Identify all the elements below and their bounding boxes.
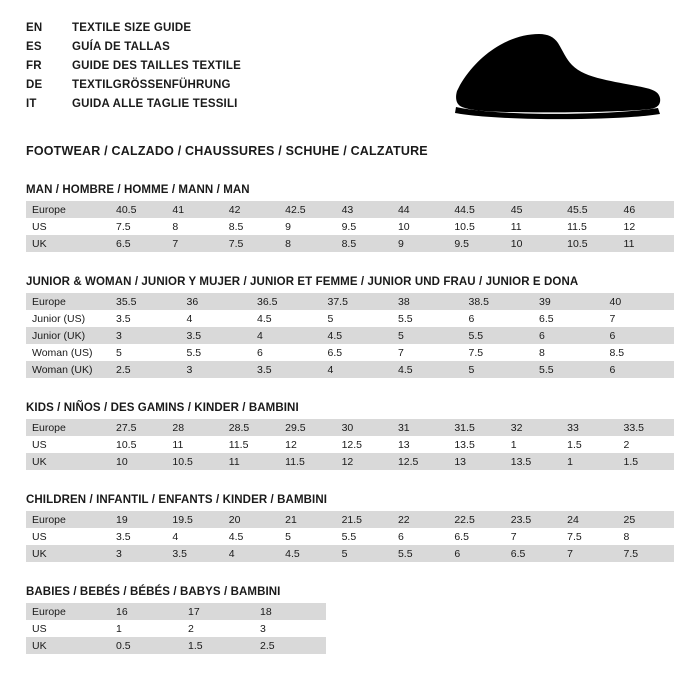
size-table bbox=[26, 511, 674, 562]
size-cell: 5 bbox=[463, 361, 534, 378]
size-cell: 7.5 bbox=[116, 220, 131, 233]
size-cell: 11.5 bbox=[567, 220, 587, 233]
size-cell: 12 bbox=[623, 220, 636, 233]
size-cell: 11.5 bbox=[228, 438, 249, 451]
size-cell: 4.5 bbox=[279, 545, 335, 562]
row-label: US bbox=[32, 220, 47, 233]
size-cell: 8.5 bbox=[228, 220, 244, 233]
table-row bbox=[26, 453, 674, 470]
size-cell: 7.5 bbox=[567, 530, 582, 543]
size-cell: 10 bbox=[505, 235, 561, 252]
size-cell: 11 bbox=[172, 438, 184, 451]
size-cell: 6.5 bbox=[327, 346, 343, 359]
language-code: EN bbox=[26, 22, 43, 34]
size-cell: 31 bbox=[392, 419, 448, 436]
size-cell: 3 bbox=[110, 327, 181, 344]
table-row bbox=[26, 637, 326, 654]
size-cell: 5 bbox=[116, 346, 122, 359]
table-row bbox=[26, 310, 674, 327]
size-cell: 20 bbox=[223, 511, 279, 528]
size-cell: 13.5 bbox=[454, 438, 475, 451]
block-title: BABIES / BEBÉS / BÉBÉS / BABYS / BAMBINI bbox=[26, 586, 281, 598]
block-title: KIDS / NIÑOS / DES GAMINS / KINDER / BAMBINI bbox=[26, 402, 299, 414]
size-cell: 9.5 bbox=[341, 220, 357, 233]
size-cell: 8 bbox=[172, 220, 179, 233]
size-cell: 1 bbox=[561, 453, 617, 470]
size-cell: 13 bbox=[397, 438, 410, 451]
size-cell: 5 bbox=[392, 327, 463, 344]
size-cell: 12.5 bbox=[341, 438, 362, 451]
size-block-babies bbox=[26, 586, 674, 654]
size-cell: 11 bbox=[510, 220, 522, 233]
size-cell: 3 bbox=[260, 622, 266, 635]
size-cell: 35.5 bbox=[110, 293, 181, 310]
size-cell: 44.5 bbox=[448, 201, 504, 218]
size-cell: 6 bbox=[533, 327, 604, 344]
size-cell: 9 bbox=[392, 235, 448, 252]
size-cell: 11 bbox=[618, 235, 674, 252]
size-cell: 5 bbox=[327, 312, 334, 325]
size-cell: 25 bbox=[618, 511, 674, 528]
size-cell: 36 bbox=[181, 293, 252, 310]
size-cell: 2.5 bbox=[110, 361, 181, 378]
size-cell: 31.5 bbox=[448, 419, 504, 436]
size-block-kids bbox=[26, 402, 674, 470]
size-cell: 12 bbox=[336, 453, 392, 470]
row-label: Europe bbox=[26, 511, 110, 528]
table-row bbox=[26, 603, 326, 620]
size-cell: 6.5 bbox=[110, 235, 166, 252]
size-cell: 6 bbox=[468, 312, 475, 325]
row-label: UK bbox=[26, 235, 110, 252]
size-cell: 1 bbox=[116, 622, 122, 635]
size-cell: 1.5 bbox=[618, 453, 674, 470]
size-cell: 2 bbox=[188, 622, 194, 635]
size-cell: 39 bbox=[533, 293, 604, 310]
size-cell: 8 bbox=[279, 235, 335, 252]
language-title: TEXTILGRÖSSENFÜHRUNG bbox=[72, 79, 231, 91]
size-cell: 45 bbox=[505, 201, 561, 218]
size-cell: 13.5 bbox=[505, 453, 561, 470]
size-table bbox=[26, 603, 326, 654]
size-cell: 1 bbox=[510, 438, 517, 451]
size-cell: 21 bbox=[279, 511, 335, 528]
table-row bbox=[26, 620, 326, 637]
size-cell: 7 bbox=[166, 235, 222, 252]
size-cell: 1.5 bbox=[182, 637, 254, 654]
category-heading: FOOTWEAR / CALZADO / CHAUSSURES / SCHUHE / CALZATURE bbox=[26, 144, 428, 158]
size-cell: 19.5 bbox=[166, 511, 222, 528]
size-cell: 4 bbox=[322, 361, 393, 378]
size-cell: 3.5 bbox=[181, 327, 252, 344]
language-code: IT bbox=[26, 98, 37, 110]
size-cell: 7 bbox=[398, 346, 404, 359]
table-row bbox=[26, 528, 674, 545]
language-title: GUIDA ALLE TAGLIE TESSILI bbox=[72, 98, 238, 110]
size-cell: 11.5 bbox=[279, 453, 335, 470]
table-row bbox=[26, 201, 674, 218]
row-label: Europe bbox=[26, 603, 110, 620]
size-cell: 5 bbox=[336, 545, 392, 562]
size-cell: 6 bbox=[397, 530, 404, 543]
table-row bbox=[26, 361, 674, 378]
size-cell: 13 bbox=[448, 453, 504, 470]
language-code: FR bbox=[26, 60, 42, 72]
table-row bbox=[26, 293, 674, 310]
table-row bbox=[26, 218, 674, 235]
size-cell: 24 bbox=[561, 511, 617, 528]
table-row bbox=[26, 235, 674, 252]
row-label: Europe bbox=[26, 419, 110, 436]
size-cell: 3 bbox=[181, 361, 252, 378]
table-row bbox=[26, 545, 674, 562]
size-cell: 10 bbox=[110, 453, 166, 470]
row-label: US bbox=[32, 438, 47, 451]
language-code: DE bbox=[26, 79, 43, 91]
row-label: UK bbox=[26, 545, 110, 562]
size-cell: 42.5 bbox=[279, 201, 335, 218]
size-cell: 7.5 bbox=[468, 346, 484, 359]
size-cell: 40 bbox=[604, 293, 675, 310]
size-cell: 18 bbox=[254, 603, 326, 620]
size-cell: 10.5 bbox=[166, 453, 222, 470]
size-cell: 40.5 bbox=[110, 201, 166, 218]
size-cell: 8 bbox=[539, 346, 545, 359]
size-cell: 12.5 bbox=[392, 453, 448, 470]
size-cell: 22.5 bbox=[448, 511, 504, 528]
size-cell: 38.5 bbox=[463, 293, 534, 310]
language-title: GUÍA DE TALLAS bbox=[72, 41, 170, 53]
size-cell: 9 bbox=[285, 220, 292, 233]
size-cell: 7 bbox=[609, 312, 616, 325]
size-cell: 4.5 bbox=[322, 327, 393, 344]
size-cell: 6.5 bbox=[539, 312, 554, 325]
block-title: MAN / HOMBRE / HOMME / MANN / MAN bbox=[26, 184, 250, 196]
size-cell: 3 bbox=[110, 545, 166, 562]
size-cell: 5.5 bbox=[533, 361, 604, 378]
size-cell: 2 bbox=[623, 438, 630, 451]
table-row bbox=[26, 344, 674, 361]
size-cell: 10 bbox=[397, 220, 410, 233]
size-cell: 45.5 bbox=[561, 201, 617, 218]
row-label: Junior (US) bbox=[32, 312, 86, 325]
table-row bbox=[26, 419, 674, 436]
size-cell: 4.5 bbox=[392, 361, 463, 378]
size-cell: 23.5 bbox=[505, 511, 561, 528]
size-cell: 28 bbox=[166, 419, 222, 436]
size-block-children bbox=[26, 494, 674, 562]
size-cell: 30 bbox=[336, 419, 392, 436]
size-table bbox=[26, 419, 674, 470]
row-label: Europe bbox=[26, 201, 110, 218]
size-cell: 17 bbox=[182, 603, 254, 620]
size-cell: 46 bbox=[618, 201, 674, 218]
size-cell: 3.5 bbox=[116, 312, 131, 325]
size-cell: 33 bbox=[561, 419, 617, 436]
size-cell: 5.5 bbox=[398, 312, 413, 325]
size-cell: 4 bbox=[172, 530, 179, 543]
table-row bbox=[26, 327, 674, 344]
row-label: Europe bbox=[26, 293, 110, 310]
row-label: UK bbox=[26, 637, 110, 654]
size-cell: 19 bbox=[110, 511, 166, 528]
size-table bbox=[26, 201, 674, 252]
size-cell: 6 bbox=[604, 327, 675, 344]
header bbox=[26, 22, 674, 132]
size-cell: 7.5 bbox=[618, 545, 674, 562]
language-title: TEXTILE SIZE GUIDE bbox=[72, 22, 192, 34]
row-label: Junior (UK) bbox=[26, 327, 110, 344]
size-cell: 28.5 bbox=[223, 419, 279, 436]
size-cell: 5.5 bbox=[392, 545, 448, 562]
size-cell: 38 bbox=[392, 293, 463, 310]
size-cell: 32 bbox=[505, 419, 561, 436]
size-cell: 37.5 bbox=[322, 293, 393, 310]
size-cell: 41 bbox=[166, 201, 222, 218]
size-cell: 7.5 bbox=[223, 235, 279, 252]
row-label: US bbox=[32, 622, 47, 635]
size-cell: 0.5 bbox=[110, 637, 182, 654]
block-title: CHILDREN / INFANTIL / ENFANTS / KINDER / BAMBINI bbox=[26, 494, 328, 506]
size-cell: 11 bbox=[223, 453, 279, 470]
size-cell: 36.5 bbox=[251, 293, 322, 310]
size-cell: 42 bbox=[223, 201, 279, 218]
row-label: UK bbox=[26, 453, 110, 470]
size-cell: 6 bbox=[448, 545, 504, 562]
size-cell: 4.5 bbox=[228, 530, 244, 543]
size-cell: 10.5 bbox=[116, 438, 137, 451]
size-cell: 21.5 bbox=[336, 511, 392, 528]
size-cell: 6 bbox=[257, 346, 263, 359]
size-table bbox=[26, 293, 674, 378]
size-cell: 12 bbox=[285, 438, 297, 451]
size-cell: 6 bbox=[604, 361, 675, 378]
size-tables bbox=[26, 184, 674, 654]
size-cell: 3.5 bbox=[116, 530, 131, 543]
size-cell: 5.5 bbox=[341, 530, 357, 543]
size-cell: 4.5 bbox=[257, 312, 272, 325]
size-cell: 4 bbox=[186, 312, 193, 325]
size-cell: 10.5 bbox=[561, 235, 617, 252]
size-cell: 10.5 bbox=[454, 220, 475, 233]
language-title: GUIDE DES TAILLES TEXTILE bbox=[72, 60, 241, 72]
size-cell: 44 bbox=[392, 201, 448, 218]
block-title: JUNIOR & WOMAN / JUNIOR Y MUJER / JUNIOR ET FEMME / JUNIOR UND FRAU / JUNIOR E DONA bbox=[26, 276, 579, 288]
size-block-man bbox=[26, 184, 674, 252]
size-cell: 16 bbox=[110, 603, 182, 620]
size-cell: 8.5 bbox=[609, 346, 625, 359]
size-cell: 43 bbox=[336, 201, 392, 218]
size-cell: 27.5 bbox=[110, 419, 166, 436]
size-cell: 7 bbox=[561, 545, 617, 562]
size-cell: 1.5 bbox=[567, 438, 582, 451]
size-cell: 5 bbox=[285, 530, 292, 543]
table-row bbox=[26, 511, 674, 528]
size-cell: 7 bbox=[510, 530, 517, 543]
language-code: ES bbox=[26, 41, 42, 53]
size-cell: 3.5 bbox=[166, 545, 222, 562]
row-label: Woman (UK) bbox=[26, 361, 110, 378]
size-cell: 2.5 bbox=[254, 637, 326, 654]
row-label: US bbox=[32, 530, 47, 543]
size-cell: 9.5 bbox=[448, 235, 504, 252]
size-cell: 5.5 bbox=[186, 346, 202, 359]
size-cell: 22 bbox=[392, 511, 448, 528]
dress-shoe-icon bbox=[436, 28, 666, 123]
size-cell: 4 bbox=[251, 327, 322, 344]
size-cell: 33.5 bbox=[618, 419, 674, 436]
size-cell: 3.5 bbox=[251, 361, 322, 378]
size-cell: 6.5 bbox=[454, 530, 469, 543]
row-label: Woman (US) bbox=[32, 346, 93, 359]
size-block-junior bbox=[26, 276, 674, 378]
table-row bbox=[26, 436, 674, 453]
size-cell: 5.5 bbox=[463, 327, 534, 344]
size-cell: 4 bbox=[223, 545, 279, 562]
size-cell: 6.5 bbox=[505, 545, 561, 562]
size-cell: 29.5 bbox=[279, 419, 335, 436]
size-cell: 8 bbox=[623, 530, 630, 543]
size-cell: 8.5 bbox=[336, 235, 392, 252]
